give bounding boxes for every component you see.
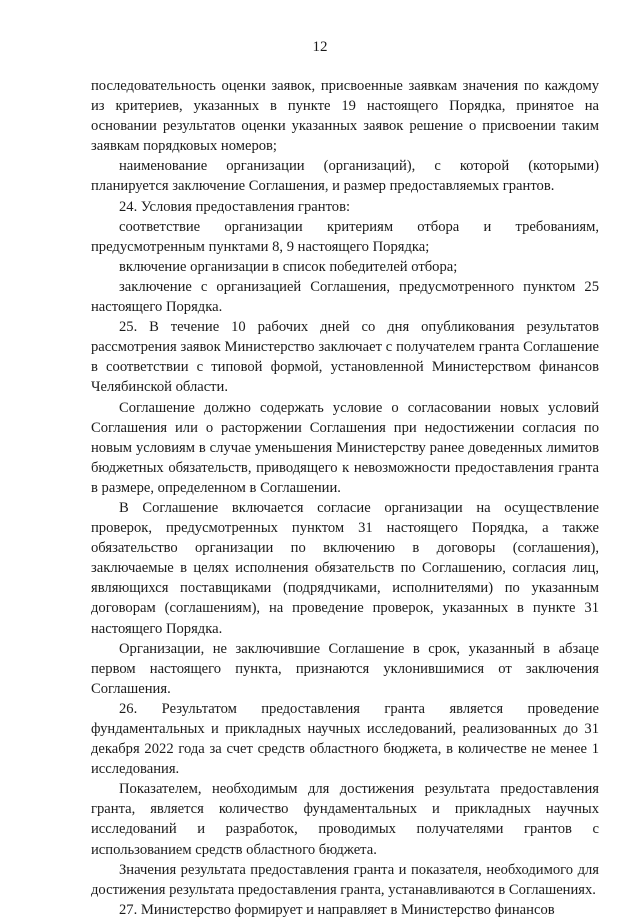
paragraph-6: заключение с организацией Соглашения, предусмотренного пунктом 25 настоящего Порядка. bbox=[91, 278, 599, 316]
paragraph-4: соответствие организации критериям отбора и требованиям, предусмотренным пунктами 8, 9 настоящего Порядка; bbox=[91, 218, 599, 255]
paragraph-11: 26. Результатом предоставления гранта является проведение фундаментальных и прикладных научных исследований, реализованных до 31 декабря 2022 года за счет средств областного бюджета, в количестве не менее 1 исследования. bbox=[91, 700, 599, 778]
paragraph-12: Показателем, необходимым для достижения результата предоставления гранта, является количество фундаментальных и прикладных научных исследований и разработок, проводимых получателями грантов с использованием средств областного бюджета. bbox=[91, 781, 599, 858]
paragraph-2: наименование организации (организаций), с которой (которыми) планируется заключение Соглашения, и размер предоставляемых грантов. bbox=[91, 158, 599, 195]
paragraph-5: включение организации в список победителей отбора; bbox=[119, 258, 458, 275]
paragraph-14: 27. Министерство формирует и направляет в Министерство финансов bbox=[119, 901, 555, 918]
paragraph-1: последовательность оценки заявок, присвоенные заявкам значения по каждому из критериев, указанных в пункте 19 настоящего Порядка, принятое на основании результатов оценки указанных заявок решение о присвоении таким заявкам порядковых номеров; bbox=[91, 78, 599, 155]
paragraph-7: 25. В течение 10 рабочих дней со дня опубликования результатов рассмотрения заявок Министерство заключает с получателем гранта Соглашение в соответствии с типовой формой, установленной Министерством финансов Челябинской области. bbox=[91, 319, 599, 396]
paragraph-10: Организации, не заключившие Соглашение в срок, указанный в абзаце первом настоящего пункта, признаются уклонившимися от заключения Соглашения. bbox=[91, 640, 599, 697]
paragraph-9: В Соглашение включается согласие организации на осуществление проверок, предусмотренных пунктом 31 настоящего Порядка, а также обязательство организации по включению в договоры (соглашения), заключаемые в целях исполнения обязательств по Соглашению, согласия лиц, являющихся поставщиками (подрядчиками, исполнителями) по указанным договорам (соглашениям), на проведение проверок, указанных в пункте 31 настоящего Порядка. bbox=[91, 499, 599, 637]
page-number: 12 bbox=[312, 39, 328, 55]
document-body bbox=[91, 76, 599, 920]
paragraph-3: 24. Условия предоставления грантов: bbox=[119, 198, 351, 215]
paragraph-13: Значения результата предоставления гранта и показателя, необходимого для достижения результата предоставления гранта, устанавливаются в Соглашениях. bbox=[91, 861, 599, 898]
paragraph-8: Соглашение должно содержать условие о согласовании новых условий Соглашения или о расторжении Соглашения при недостижении согласия по новым условиям в случае уменьшения Министерству ранее доведенных лимитов бюджетных обязательств, приводящего к невозможности предоставления гранта в размере, определенном в Соглашении. bbox=[91, 399, 599, 496]
